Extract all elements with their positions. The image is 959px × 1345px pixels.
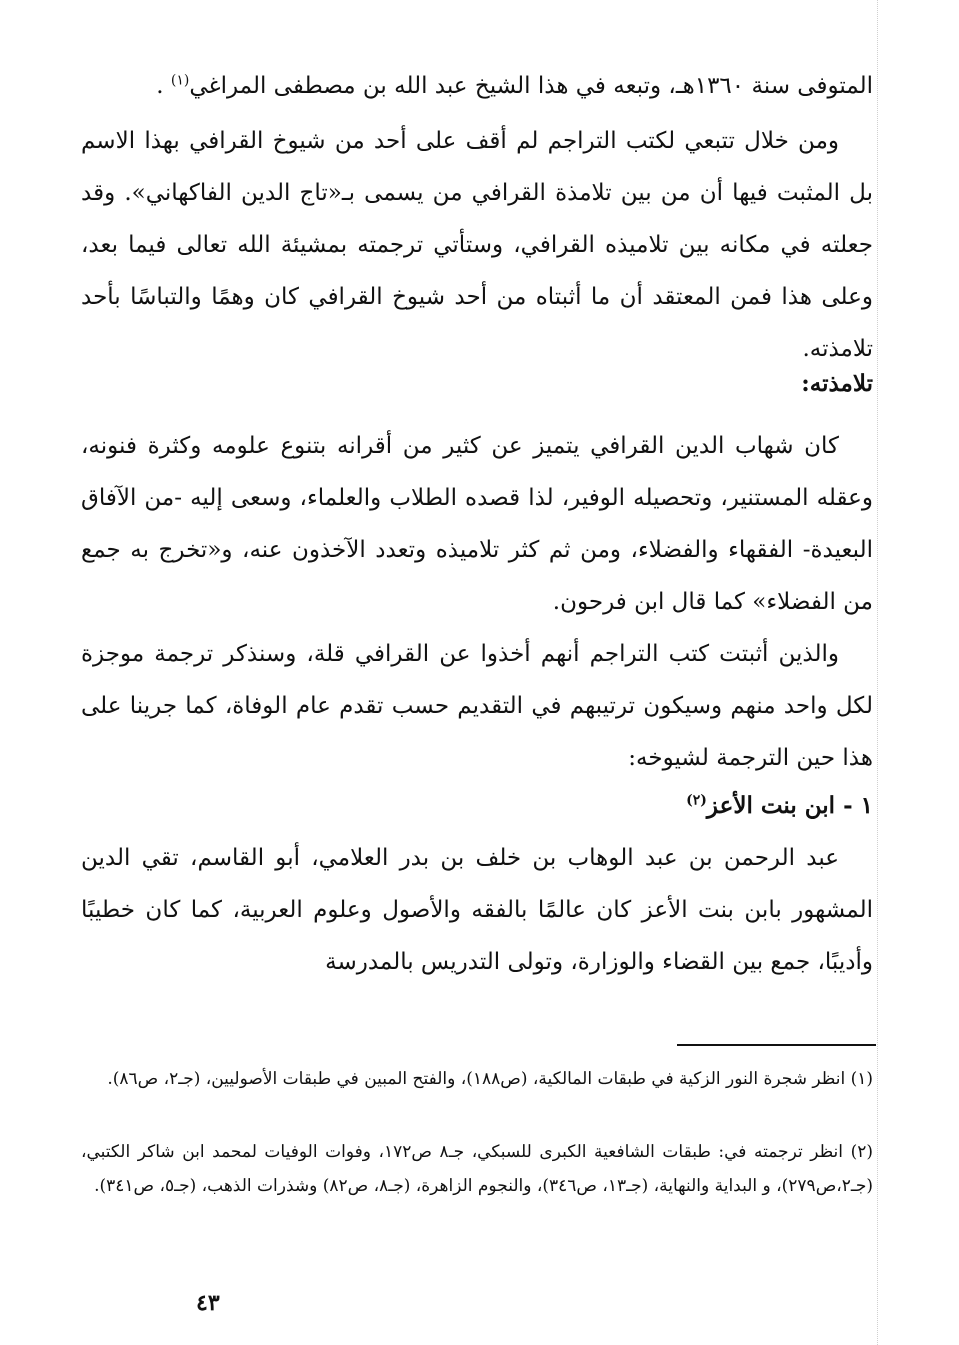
footnote-2 — [81, 1135, 873, 1203]
footnote-1-number: (١) — [850, 1069, 873, 1089]
footnote-2-text: انظر ترجمته في: طبقات الشافعية الكبرى للسبكي، جـ٨ ص١٧٢، وفوات الوفيات لمحمد ابن شاكر الكتبي، (جـ٢،ص٢٧٩)، و البداية والنهاية، (جـ١٣، ص٣٤٦)، والنجوم الزاهرة، (جـ٨، ص٨٢) وشذرات الذهب، (جـ٥، ص٣٤١). — [81, 1142, 873, 1196]
paragraph-intro-end: . — [156, 73, 171, 99]
footnote-1 — [81, 1062, 873, 1096]
footnote-ref-2: (٢) — [686, 792, 707, 809]
entry-heading-ibn-bint-al-aazz — [81, 786, 873, 826]
footnote-1-text: انظر شجرة النور الزكية في طبقات المالكية، (ص١٨٨)، والفتح المبين في طبقات الأصوليين، (جـ٢، ص٨٦). — [107, 1069, 846, 1089]
footnote-separator — [677, 1044, 876, 1046]
paragraph-ibn-bint-al-aazz-bio: عبد الرحمن بن عبد الوهاب بن خلف بن بدر العلامي، أبو القاسم، تقي الدين المشهور بابن بنت الأعز كان عالمًا بالفقه والأصول وعلوم العربية، كما كان خطيبًا وأديبًا، جمع بين القضاء والوزارة، وتولى التدريس بالمدرسة — [81, 845, 873, 975]
paragraph-intro — [81, 60, 873, 112]
footnote-ref-1: (١) — [170, 72, 190, 89]
section-heading-students: تلامذته: — [801, 370, 873, 397]
page-number: ٤٣ — [196, 1290, 220, 1316]
paragraph-teachers-note: ومن خلال تتبعي لكتب التراجم لم أقف على أحد من شيوخ القرافي بهذا الاسم بل المثبت فيها أن من بين تلامذة القرافي من يسمى بـ«تاج الدين الفاكهاني». وقد جعلته في مكانه بين تلاميذه القرافي، وستأتي ترجمته بمشيئة الله تعالى فيما بعد، وعلى هذا فمن المعتقد أن ما أثبتاه من أحد شيوخ القرافي كان وهمًا والتباسًا بأحد تلامذته. — [81, 128, 873, 362]
page-edge-guide — [877, 0, 878, 1345]
entry-heading-text: ١ - ابن بنت الأعز — [706, 792, 873, 819]
paragraph-students-order: والذين أثبتت كتب التراجم أنهم أخذوا عن القرافي قلة، وسنذكر ترجمة موجزة لكل واحد منهم وسيكون ترتيبهم في التقديم حسب تقدم عام الوفاة، كما جرينا على هذا حين الترجمة لشيوخه: — [81, 641, 873, 771]
paragraph-intro-text: المتوفى سنة ١٣٦٠هـ، وتبعه في هذا الشيخ عبد الله بن مصطفى المراغي — [189, 73, 873, 99]
footnote-2-number: (٢) — [850, 1142, 873, 1162]
paragraph-students-intro: كان شهاب الدين القرافي يتميز عن كثير من أقرانه بتنوع علومه وكثرة فنونه، وعقله المستنير، وتحصيله الوفير، لذا قصده الطلاب والعلماء، وسعى إليه -من الآفاق البعيدة- الفقهاء والفضلاء، ومن ثم كثر تلاميذه وتعدد الآخذون عنه، و«تخرج به جمع من الفضلاء» كما قال ابن فرحون. — [81, 433, 873, 615]
